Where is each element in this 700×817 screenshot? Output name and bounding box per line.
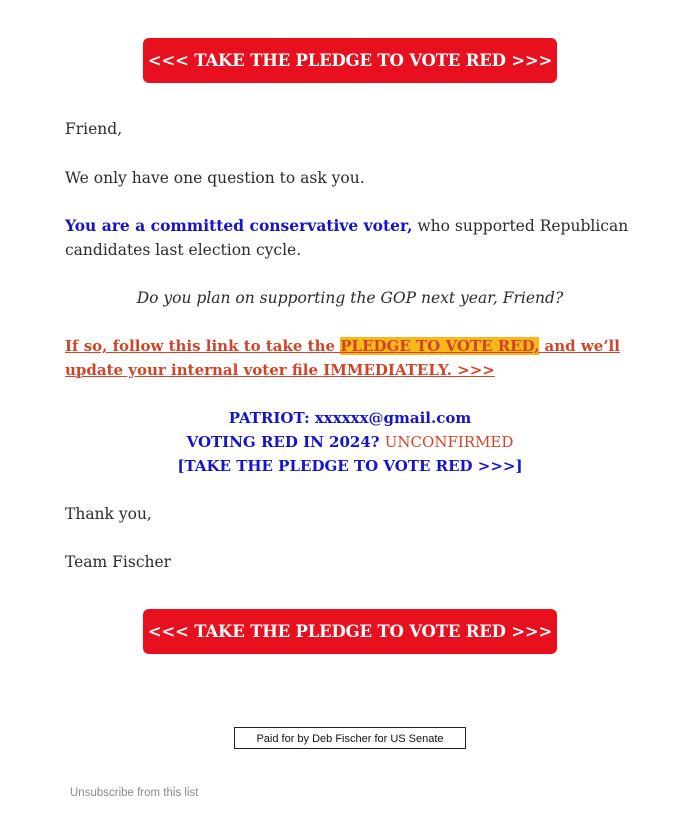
greeting: Friend, (65, 120, 123, 138)
pledge-button-bottom[interactable]: <<< TAKE THE PLEDGE TO VOTE RED >>> (143, 609, 557, 654)
signature: Team Fischer (65, 553, 172, 571)
voter-status-block (65, 406, 635, 478)
thanks-line: Thank you, (65, 505, 152, 523)
pledge-text-link[interactable]: [TAKE THE PLEDGE TO VOTE RED >>>] (177, 457, 523, 475)
voting-label: VOTING RED IN 2024? (186, 433, 385, 451)
pledge-button-top[interactable]: <<< TAKE THE PLEDGE TO VOTE RED >>> (143, 38, 557, 83)
voter-paragraph (65, 214, 645, 262)
pledge-link-pre[interactable]: If so, follow this link to take the (65, 337, 341, 355)
voting-status-badge: UNCONFIRMED (384, 433, 514, 451)
voting-status-line (65, 430, 635, 454)
pledge-link-paragraph[interactable] (65, 334, 645, 382)
pledge-link-highlight[interactable]: PLEDGE TO VOTE RED, (340, 337, 540, 355)
voter-rest-text: who supported Republican candidates last election cycle. (65, 217, 629, 259)
question-line: We only have one question to ask you. (65, 169, 365, 187)
voter-bold-text: You are a committed conservative voter, (65, 216, 413, 235)
patriot-line: PATRIOT: xxxxxx@gmail.com (228, 409, 472, 427)
plan-question: Do you plan on supporting the GOP next year, Friend? (136, 289, 564, 307)
paid-for-disclaimer: Paid for by Deb Fischer for US Senate (234, 727, 466, 749)
unsubscribe-link[interactable]: Unsubscribe from this list (70, 787, 199, 799)
pledge-link-post[interactable]: and we’ll update your internal voter file IMMEDIATELY. >>> (65, 337, 620, 379)
